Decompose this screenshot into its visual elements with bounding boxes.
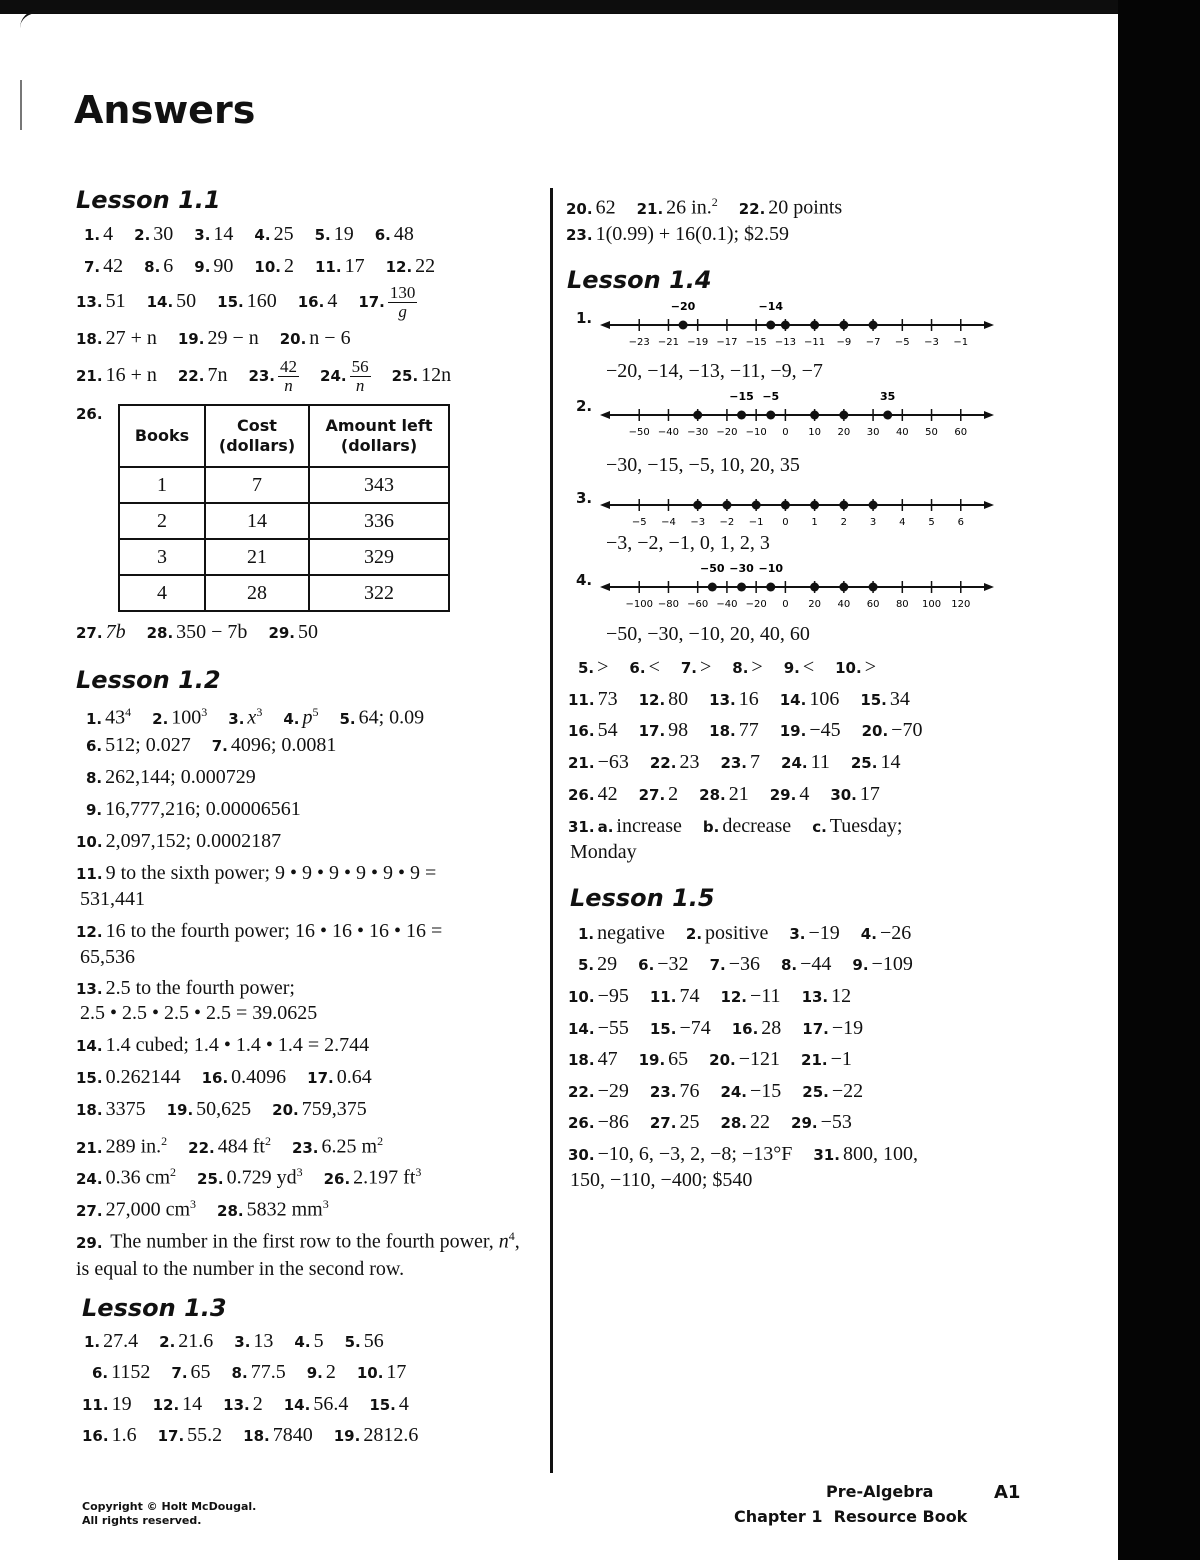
axis-arrow-left (600, 583, 610, 591)
l12-row-7b: 65,536 (80, 946, 135, 968)
plotted-point (810, 411, 819, 420)
l11-row-7: 27. 7b 28. 350 − 7b 29. 50 (76, 621, 319, 643)
tick-label: 0 (782, 599, 789, 610)
l12-row-9: 14. 1.4 cubed; 1.4 • 1.4 • 1.4 = 2.744 (76, 1034, 370, 1056)
page-title: Answers (74, 88, 256, 132)
point-label: −10 (758, 562, 784, 575)
table-row: 3 21 329 (119, 539, 449, 575)
plotted-point (810, 501, 819, 510)
point-label: −20 (670, 300, 696, 313)
l14-row-8: 21. −63 22. 23 23. 7 24. 11 25. 14 (568, 751, 901, 773)
l13-row-4: 16. 1.6 17. 55.2 18. 7840 19. 2812.6 (82, 1424, 419, 1446)
plotted-point (781, 321, 790, 330)
l11-row-2: 7. 42 8. 6 9. 90 10. 2 11. 17 12. 22 (84, 255, 436, 277)
nl3-label: 3. (576, 489, 593, 507)
l15-row-8b: 150, −110, −400; $540 (570, 1169, 753, 1191)
tick-label: −9 (836, 337, 852, 348)
plotted-point (737, 411, 746, 420)
tick-label: −1 (953, 337, 969, 348)
tick-label: −4 (661, 517, 676, 528)
axis-arrow-left (600, 411, 610, 419)
scan-mark (20, 80, 22, 130)
tick-label: 5 (928, 517, 935, 528)
nl4-label: 4. (576, 571, 593, 589)
tick-label: −3 (690, 517, 706, 528)
nl2-answer: −30, −15, −5, 10, 20, 35 (606, 454, 800, 476)
point-label: −14 (758, 300, 784, 313)
axis-arrow-right (984, 321, 994, 329)
l11-item-26-label: 26. (76, 405, 103, 423)
scan-right-edge (1118, 0, 1200, 1560)
point-label: −50 (700, 562, 725, 575)
l11-row-4: 18. 27 + n 19. 29 − n 20. n − 6 (76, 327, 351, 349)
plotted-point (708, 583, 717, 592)
tick-label: 6 (957, 517, 964, 528)
plotted-point (766, 583, 775, 592)
table-header: Cost (dollars) (205, 405, 309, 467)
l14-row-6: 11. 73 12. 80 13. 16 14. 106 15. 34 (568, 688, 910, 710)
column-divider (550, 188, 553, 1473)
tick-label: −21 (657, 337, 680, 348)
book-name: Pre-Algebra (826, 1482, 934, 1501)
point-label: −5 (762, 390, 780, 403)
tick-label: −3 (924, 337, 939, 348)
l12-row-15: 29. The number in the first row to the fourth power, $n^4$, is equal to the number in the second row. (76, 1229, 520, 1280)
tick-label: 40 (837, 599, 851, 610)
l12-row-13: 24. 0.36 $cm^2$ 25. 0.729 $yd^3$ 26. 2.197 $ft^3$ (76, 1165, 422, 1189)
l13-cont-row-2: 23. 1(0.99) + 16(0.1); $2.59 (566, 223, 790, 245)
table-row: 4 28 322 (119, 575, 449, 611)
axis-arrow-left (600, 321, 610, 329)
plotted-point (722, 501, 731, 510)
l12-row-8: 13. 2.5 to the fourth power; (76, 977, 295, 999)
l13-row-3: 11. 19 12. 14 13. 2 14. 56.4 15. 4 (82, 1393, 409, 1415)
tick-label: −7 (865, 337, 881, 348)
tick-label: −20 (716, 427, 738, 438)
l12-row-2: 6. 512; 0.027 7. 4096; 0.0081 (86, 734, 337, 756)
l14-row-7: 16. 54 17. 98 18. 77 19. −45 20. −70 (568, 719, 923, 741)
lesson-1-4-heading: Lesson 1.4 (567, 266, 712, 294)
nl3-answer: −3, −2, −1, 0, 1, 2, 3 (606, 532, 770, 554)
plotted-point (679, 321, 688, 330)
l11-row-5: 21. 16 + n 22. 7n 23. $\frac{42}{n}$ 24. $\frac{56}{n}$ 25. 12n (76, 357, 452, 395)
l12-row-14: 27. 27,000 $cm^3$ 28. 5832 $mm^3$ (76, 1197, 329, 1221)
plotted-point (752, 501, 761, 510)
l12-row-4: 9. 16,777,216; 0.00006561 (86, 798, 301, 820)
l12-row-6: 11. 9 to the sixth power; 9 • 9 • 9 • 9 • 9 • 9 = (76, 862, 437, 884)
nl1-answer: −20, −14, −13, −11, −9, −7 (606, 360, 823, 382)
point-label: −15 (729, 390, 754, 403)
l15-row-8: 30. −10, 6, −3, 2, −8; −13°F 31. 800, 100, (568, 1143, 918, 1165)
l15-row-6: 22. −29 23. 76 24. −15 25. −22 (568, 1080, 864, 1102)
table-row: 2 14 336 (119, 503, 449, 539)
plotted-point (839, 411, 848, 420)
l15-row-7: 26. −86 27. 25 28. 22 29. −53 (568, 1111, 852, 1133)
l12-row-12: 21. 289 in.$^2$ 22. 484 $ft^2$ 23. 6.25 $m^2$ (76, 1134, 384, 1158)
table-header: Books (119, 405, 205, 467)
plotted-point (781, 501, 790, 510)
tick-label: 20 (808, 599, 821, 610)
plotted-point (869, 583, 878, 592)
plotted-point (839, 583, 848, 592)
tick-label: −60 (687, 599, 709, 610)
l11-row-3: 13. 51 14. 50 15. 160 16. 4 17. $\frac{130}{g}$ (76, 283, 416, 321)
tick-label: 120 (951, 599, 971, 610)
l12-row-5: 10. 2,097,152; 0.0002187 (76, 830, 282, 852)
axis-arrow-left (600, 501, 610, 509)
tick-label: −80 (657, 599, 680, 610)
fraction: $\frac{130}{g}$ (389, 283, 416, 321)
tick-label: 50 (925, 427, 938, 438)
l12-row-3: 8. 262,144; 0.000729 (86, 766, 256, 788)
plotted-point (693, 411, 702, 420)
plotted-point (869, 321, 878, 330)
plotted-point (766, 411, 775, 420)
table-header: Amount left (dollars) (309, 405, 449, 467)
fraction: $\frac{42}{n}$ (280, 357, 298, 395)
axis-arrow-right (984, 411, 994, 419)
tick-label: −19 (687, 337, 709, 348)
plotted-point (766, 321, 775, 330)
point-label: 35 (880, 390, 896, 403)
tick-label: 0 (782, 517, 789, 528)
plotted-point (737, 583, 746, 592)
tick-label: −10 (745, 427, 767, 438)
l12-row-6b: 531,441 (80, 888, 145, 910)
tick-label: 4 (899, 517, 906, 528)
tick-label: 3 (869, 517, 877, 528)
l11-row-1: 1. 4 2. 30 3. 14 4. 25 5. 19 6. 48 (84, 223, 414, 245)
tick-label: −40 (657, 427, 680, 438)
l15-row-3: 10. −95 11. 74 12. −11 13. 12 (568, 985, 852, 1007)
l12-row-11: 18. 3375 19. 50,625 20. 759,375 (76, 1098, 367, 1120)
chapter-label: Chapter 1 Resource Book (734, 1507, 968, 1526)
table-row: 1 7 343 (119, 467, 449, 503)
tick-label: −13 (774, 337, 796, 348)
page-corner-curve (20, 10, 1130, 33)
tick-label: 2 (840, 517, 848, 528)
lesson-1-5-heading: Lesson 1.5 (570, 884, 715, 912)
tick-label: −40 (716, 599, 738, 610)
tick-label: −50 (628, 427, 650, 438)
number-line-4 (600, 562, 1000, 616)
l13-row-2: 6. 1152 7. 65 8. 77.5 9. 2 10. 17 (92, 1361, 407, 1383)
tick-label: −20 (745, 599, 767, 610)
l14-row-9: 26. 42 27. 2 28. 21 29. 4 30. 17 (568, 783, 880, 805)
nl4-answer: −50, −30, −10, 20, 40, 60 (606, 623, 810, 645)
tick-label: 60 (866, 599, 880, 610)
l12-row-1: 1. $43^4$ 2. $100^3$ 3. $x^3$ 4. $p^5$ 5. 64; 0.09 (86, 705, 425, 729)
point-label: −30 (729, 562, 754, 575)
plotted-point (810, 321, 819, 330)
tick-label: −1 (748, 517, 764, 528)
l13-row-1: 1. 27.4 2. 21.6 3. 13 4. 5 5. 56 (84, 1330, 384, 1352)
tick-label: 30 (866, 427, 880, 438)
plotted-point (883, 411, 892, 420)
l12-row-8b: 2.5 • 2.5 • 2.5 • 2.5 = 39.0625 (80, 1002, 318, 1024)
plotted-point (869, 501, 878, 510)
l14-row-10b: Monday (570, 841, 637, 863)
tick-label: −5 (894, 337, 910, 348)
tick-label: 20 (837, 427, 851, 438)
tick-label: −5 (631, 517, 647, 528)
l14-row-5: 5. > 6. < 7. > 8. > 9. < 10. > (578, 656, 876, 678)
tick-label: −2 (719, 517, 735, 528)
tick-label: −100 (625, 599, 653, 610)
l15-row-1: 1. negative 2. positive 3. −19 4. −26 (578, 922, 912, 944)
l12-row-7: 12. 16 to the fourth power; 16 • 16 • 16 • 16 = (76, 920, 443, 942)
tick-label: 1 (811, 517, 818, 528)
l15-row-4: 14. −55 15. −74 16. 28 17. −19 (568, 1017, 864, 1039)
tick-label: 60 (954, 427, 968, 438)
tick-label: −15 (745, 337, 767, 348)
number-line-1 (600, 300, 1000, 354)
number-line-3 (600, 480, 1000, 534)
tick-label: −30 (687, 427, 709, 438)
nl2-label: 2. (576, 397, 593, 415)
l15-row-2: 5. 29 6. −32 7. −36 8. −44 9. −109 (578, 953, 913, 975)
l14-row-10: 31. a. increase b. decrease c. Tuesday; (568, 815, 903, 837)
fraction: $\frac{56}{n}$ (351, 357, 369, 395)
tick-label: 100 (921, 599, 942, 610)
plotted-point (693, 501, 702, 510)
tick-label: −17 (716, 337, 738, 348)
l12-row-10: 15. 0.262144 16. 0.4096 17. 0.64 (76, 1066, 372, 1088)
tick-label: 0 (782, 427, 789, 438)
tick-label: 80 (895, 599, 909, 610)
tick-label: −11 (804, 337, 826, 348)
books-table (118, 404, 450, 612)
lesson-1-3-heading: Lesson 1.3 (82, 1294, 227, 1322)
nl1-label: 1. (576, 309, 593, 327)
axis-arrow-right (984, 501, 994, 509)
page-number: A1 (994, 1482, 1021, 1503)
lesson-1-1-heading: Lesson 1.1 (76, 186, 221, 214)
plotted-point (810, 583, 819, 592)
lesson-1-2-heading: Lesson 1.2 (76, 666, 221, 694)
tick-label: −23 (628, 337, 650, 348)
copyright: Copyright © Holt McDougal. All rights reserved. (82, 1500, 257, 1527)
l15-row-5: 18. 47 19. 65 20. −121 21. −1 (568, 1048, 852, 1070)
l13-cont-row-1: 20. 62 21. 26 in.$^2$ 22. 20 points (566, 195, 843, 219)
axis-arrow-right (984, 583, 994, 591)
plotted-point (839, 321, 848, 330)
tick-label: 10 (808, 427, 821, 438)
plotted-point (839, 501, 848, 510)
number-line-2 (600, 390, 1000, 444)
tick-label: 40 (895, 427, 909, 438)
